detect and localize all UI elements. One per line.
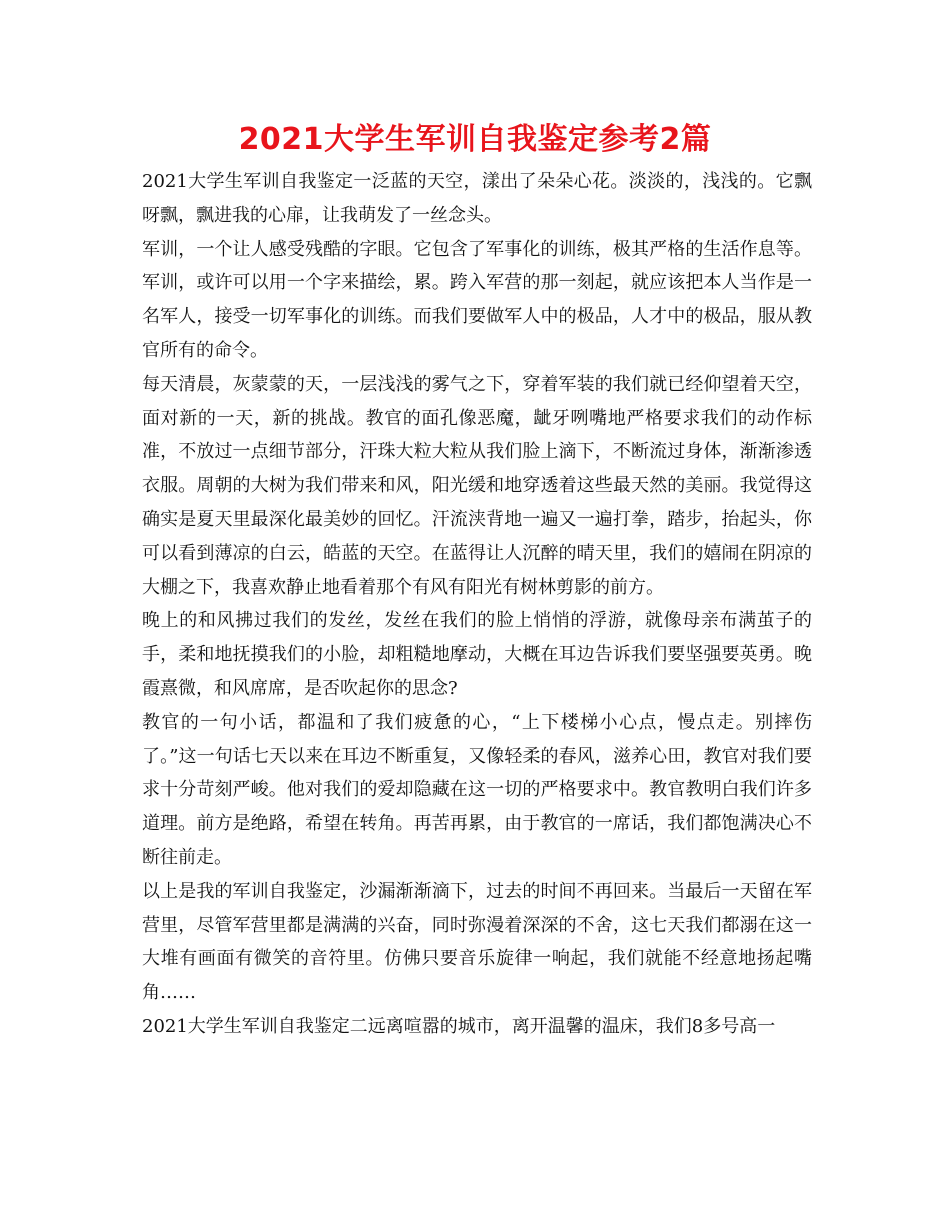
paragraph-2: 军训，一个让人感受残酷的字眼。它包含了军事化的训练，极其严格的生活作息等。军训，或许可以用一个字来描绘，累。跨入军营的那一刻起，就应该把本人当作是一名军人，接受一切军事化的训练。而我们要做军人中的极品，人才中的极品，服从教官所有的命令。 <box>142 238 812 361</box>
paragraph-5: 教官的一句小话，都温和了我们疲惫的心，“上下楼梯小心点，慢点走。别摔伤了。”这一句话七天以来在耳边不断重复，又像轻柔的春风，滋养心田，教官对我们要求十分苛刻严峻。他对我们的爱却隐藏在这一切的严格要求中。教官教明白我们许多道理。前方是绝路，希望在转角。再苦再累，由于教官的一席话，我们都饱满决心不断往前走。 <box>142 711 812 868</box>
paragraph-1: 2021大学生军训自我鉴定一泛蓝的天空，漾出了朵朵心花。淡淡的，浅浅的。它飘呀飘，飘进我的心扉，让我萌发了一丝念头。 <box>142 171 812 226</box>
document-title: 2021大学生军训自我鉴定参考2篇 <box>238 122 712 157</box>
paragraph-6: 以上是我的军训自我鉴定，沙漏渐渐滴下，过去的时间不再回来。当最后一天留在军营里，尽管军营里都是满满的兴奋，同时弥漫着深深的不舍，这七天我们都溺在这一大堆有画面有微笑的音符里。仿佛只要音乐旋律一响起，我们就能不经意地扬起嘴角…… <box>142 880 812 1004</box>
paragraph-4: 晚上的和风拂过我们的发丝，发丝在我们的脸上悄悄的浮游，就像母亲布满茧子的手，柔和地抚摸我们的小脸，却粗糙地摩动，大概在耳边告诉我们要坚强要英勇。晚霞熹微，和风席席，是否吹起你的思念? <box>142 610 812 699</box>
paragraph-7: 2021大学生军训自我鉴定二远离喧嚣的城市，离开温馨的温床，我们8多号高一 <box>142 1015 776 1037</box>
paragraph-3: 每天清晨，灰蒙蒙的天，一层浅浅的雾气之下，穿着军装的我们就已经仰望着天空，面对新的一天，新的挑战。教官的面孔像恶魔，龇牙咧嘴地严格要求我们的动作标准，不放过一点细节部分，汗珠大粒大粒从我们脸上滴下，不断流过身体，渐渐渗透衣服。周朝的大树为我们带来和风，阳光缓和地穿透着这些最天然的美丽。我觉得这确实是夏天里最深化最美妙的回忆。汗流浃背地一遍又一遍打拳，踏步，抬起头，你可以看到薄凉的白云，皓蓝的天空。在蓝得让人沉醉的晴天里，我们的嬉闹在阴凉的大棚之下，我喜欢静止地看着那个有风有阳光有树林剪影的前方。 <box>142 373 812 598</box>
document-body <box>142 165 812 1044</box>
